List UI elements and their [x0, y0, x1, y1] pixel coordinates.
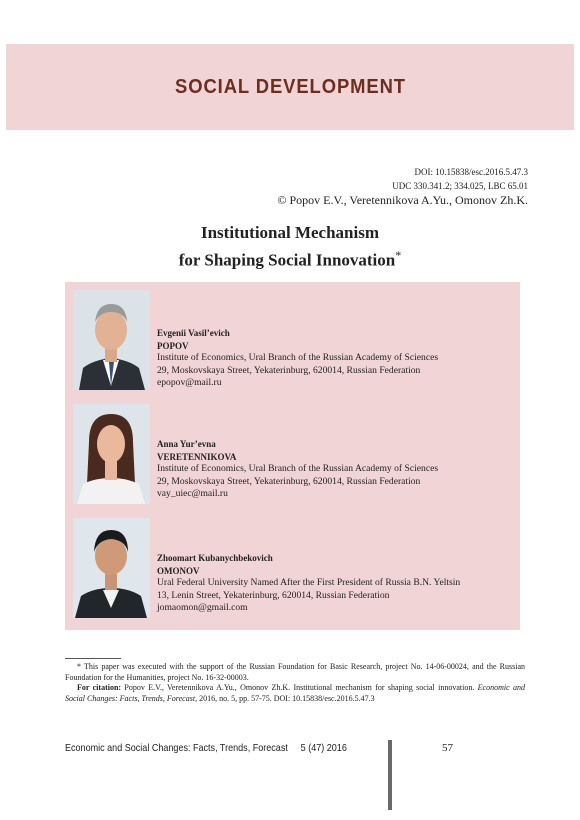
author-info — [157, 438, 438, 501]
author-last-name: OMONOV — [157, 565, 200, 576]
author-affiliation: Ural Federal University Named After the First President of Russia B.N. Yeltsin — [157, 577, 461, 588]
article-title — [0, 222, 580, 272]
author-last-name: VERETENNIKOVA — [157, 451, 237, 462]
author-first-name: Evgenii Vasil’evich — [157, 328, 230, 338]
author-info — [157, 552, 460, 615]
article-meta — [277, 165, 528, 207]
doi-line: DOI: 10.15838/esc.2016.5.47.3 — [414, 167, 528, 177]
author-photo — [73, 290, 150, 390]
author-address: 29, Moskovskaya Street, Yekaterinburg, 620014, Russian Federation — [157, 475, 421, 487]
page-footer — [65, 742, 347, 754]
footer-journal: Economic and Social Changes: Facts, Trends, Forecast — [65, 742, 288, 754]
section-banner — [6, 44, 574, 130]
citation-label: For citation: — [77, 683, 122, 692]
title-line-2: for Shaping Social Innovation — [178, 250, 396, 270]
author-photo — [73, 518, 150, 618]
citation-footnote — [65, 683, 525, 704]
authors-panel — [65, 282, 520, 630]
title-line-1: Institutional Mechanism — [200, 223, 380, 242]
funding-footnote: * This paper was executed with the support of the Russian Foundation for Basic Research, project No. 14-06-00024, and the Russian Foundation for the Humanities, project No. 16-32-00003. — [65, 662, 525, 682]
author-first-name: Anna Yur’evna — [157, 439, 216, 449]
copyright-line: © Popov E.V., Veretennikova A.Yu., Omonov Zh.K. — [277, 193, 528, 207]
author-affiliation: Institute of Economics, Ural Branch of the Russian Academy of Sciences — [157, 352, 439, 363]
author-email: vay_uiec@mail.ru — [157, 488, 228, 499]
citation-text: Popov E.V., Veretennikova A.Yu., Omonov Zh.K. Institutional mechanism for shaping social innovation. — [121, 683, 478, 692]
author-address: 29, Moskovskaya Street, Yekaterinburg, 620014, Russian Federation — [157, 364, 421, 376]
author-info — [157, 327, 438, 390]
page-number: 57 — [442, 742, 453, 754]
author-last-name: POPOV — [157, 340, 189, 351]
citation-tail: , 2016, no. 5, pp. 57-75. DOI: 10.15838/esc.2016.5.47.3 — [195, 693, 375, 703]
footnote-divider — [65, 658, 121, 659]
footnotes — [65, 662, 525, 704]
citation-journal: Economic and Social Changes: Facts, Trends, Forecast — [65, 683, 525, 703]
author-first-name: Zhoomart Kubanychbekovich — [157, 553, 273, 563]
author-email: epopov@mail.ru — [157, 377, 222, 388]
udc-line: UDC 330.341.2; 334.025, LBC 65.01 — [392, 181, 528, 191]
author-address: 13, Lenin Street, Yekaterinburg, 620014, Russian Federation — [157, 589, 390, 601]
author-affiliation: Institute of Economics, Ural Branch of the Russian Academy of Sciences — [157, 463, 439, 474]
section-title: SOCIAL DEVELOPMENT — [174, 75, 406, 98]
author-card — [65, 286, 520, 391]
author-photo — [73, 404, 150, 504]
footer-issue: 5 (47) 2016 — [300, 742, 347, 754]
author-card — [65, 514, 520, 619]
title-footnote-marker: * — [395, 248, 402, 262]
footer-divider-bar — [388, 740, 392, 810]
author-card — [65, 400, 520, 505]
author-email: jomaomon@gmail.com — [157, 602, 248, 613]
